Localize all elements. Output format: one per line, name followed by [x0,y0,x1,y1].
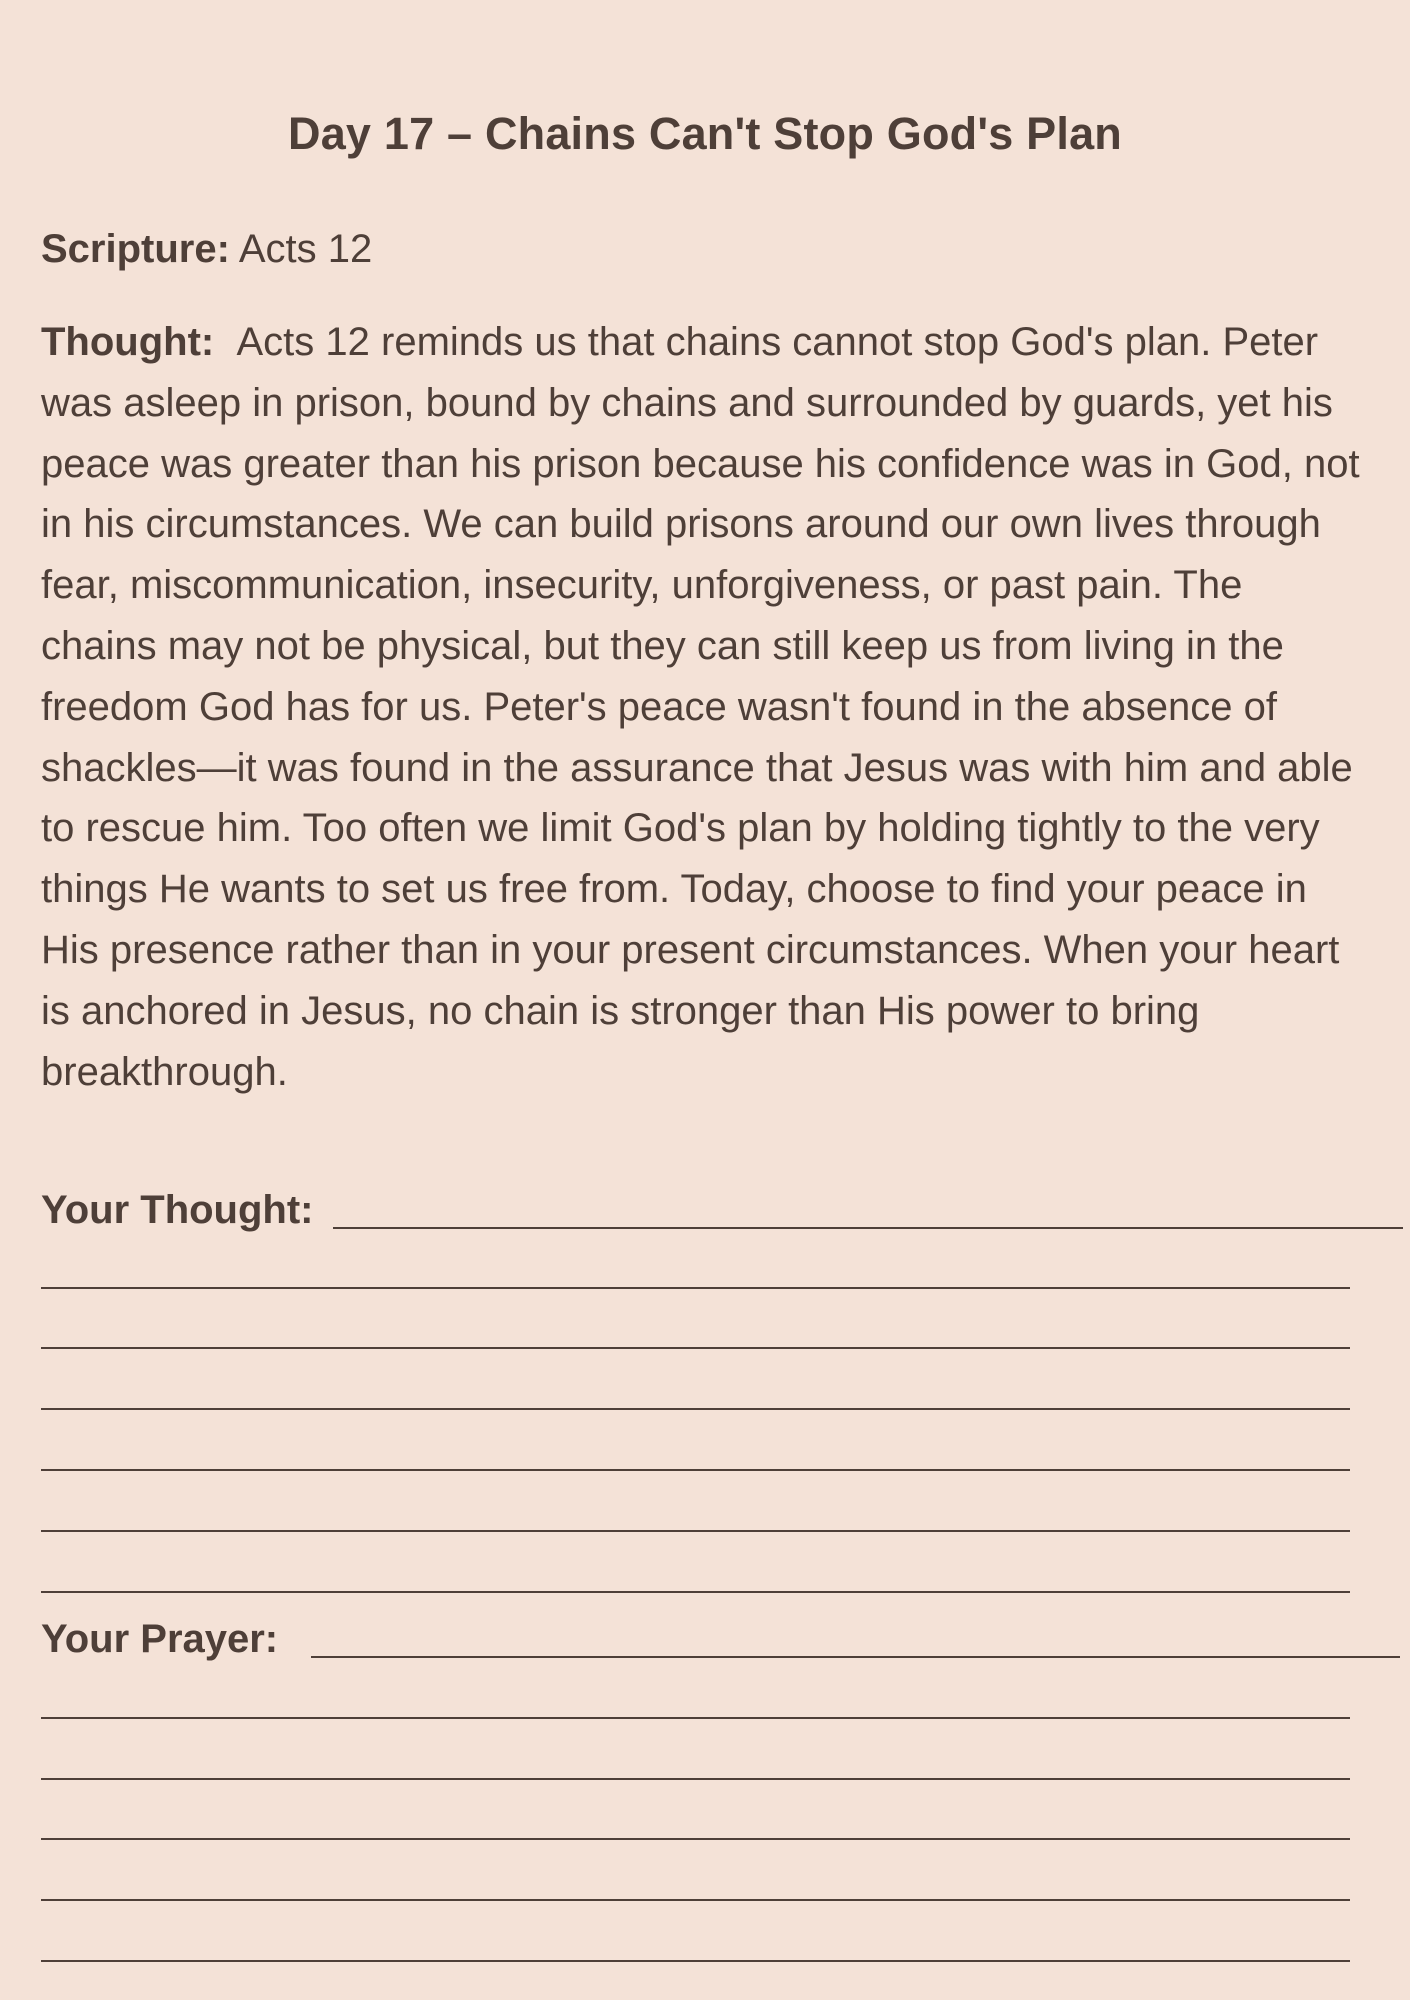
page-title: Day 17 – Chains Can't Stop God's Plan [288,108,1122,159]
scripture-line [41,224,372,274]
devotional-page [41,0,1361,2000]
your-thought-line[interactable] [41,1287,1350,1289]
your-thought-line[interactable] [41,1347,1350,1349]
your-thought-line[interactable] [41,1408,1350,1410]
thought-label: Thought: [41,320,215,364]
your-prayer-line[interactable] [41,1838,1350,1840]
scripture-reference: Acts 12 [238,227,373,271]
your-thought-line[interactable] [333,1227,1403,1229]
your-prayer-line[interactable] [41,1899,1350,1901]
your-thought-label: Your Thought: [41,1188,314,1232]
your-prayer-line[interactable] [41,1778,1350,1780]
your-prayer-line[interactable] [41,1960,1350,1962]
your-thought-line[interactable] [41,1469,1350,1471]
thought-paragraph [41,312,1366,1102]
your-prayer-line[interactable] [41,1717,1350,1719]
scripture-label: Scripture: [41,227,230,271]
your-thought-line[interactable] [41,1530,1350,1532]
your-prayer-line[interactable] [311,1656,1400,1658]
thought-text: Acts 12 reminds us that chains cannot stop God's plan. Peter was asleep in prison, bound by chains and surrounded by guards, yet his peace was greater than his prison because his confidence was in God, not in his circumstances. We can build prisons around our own lives through fear, miscommunication, insecurity, unforgiveness, or past pain. The chains may not be physical, but they can still keep us from living in the freedom God has for us. Peter's peace wasn't found in the absence of shackles—it was found in the assurance that Jesus was with him and able to rescue him. Too often we limit God's plan by holding tightly to the very things He wants to set us free from. Today, choose to find your peace in His presence rather than in your present circumstances. When your heart is anchored in Jesus, no chain is stronger than His power to bring breakthrough. [41,320,1360,1094]
your-thought-line[interactable] [41,1591,1350,1593]
your-prayer-label: Your Prayer: [41,1617,279,1661]
